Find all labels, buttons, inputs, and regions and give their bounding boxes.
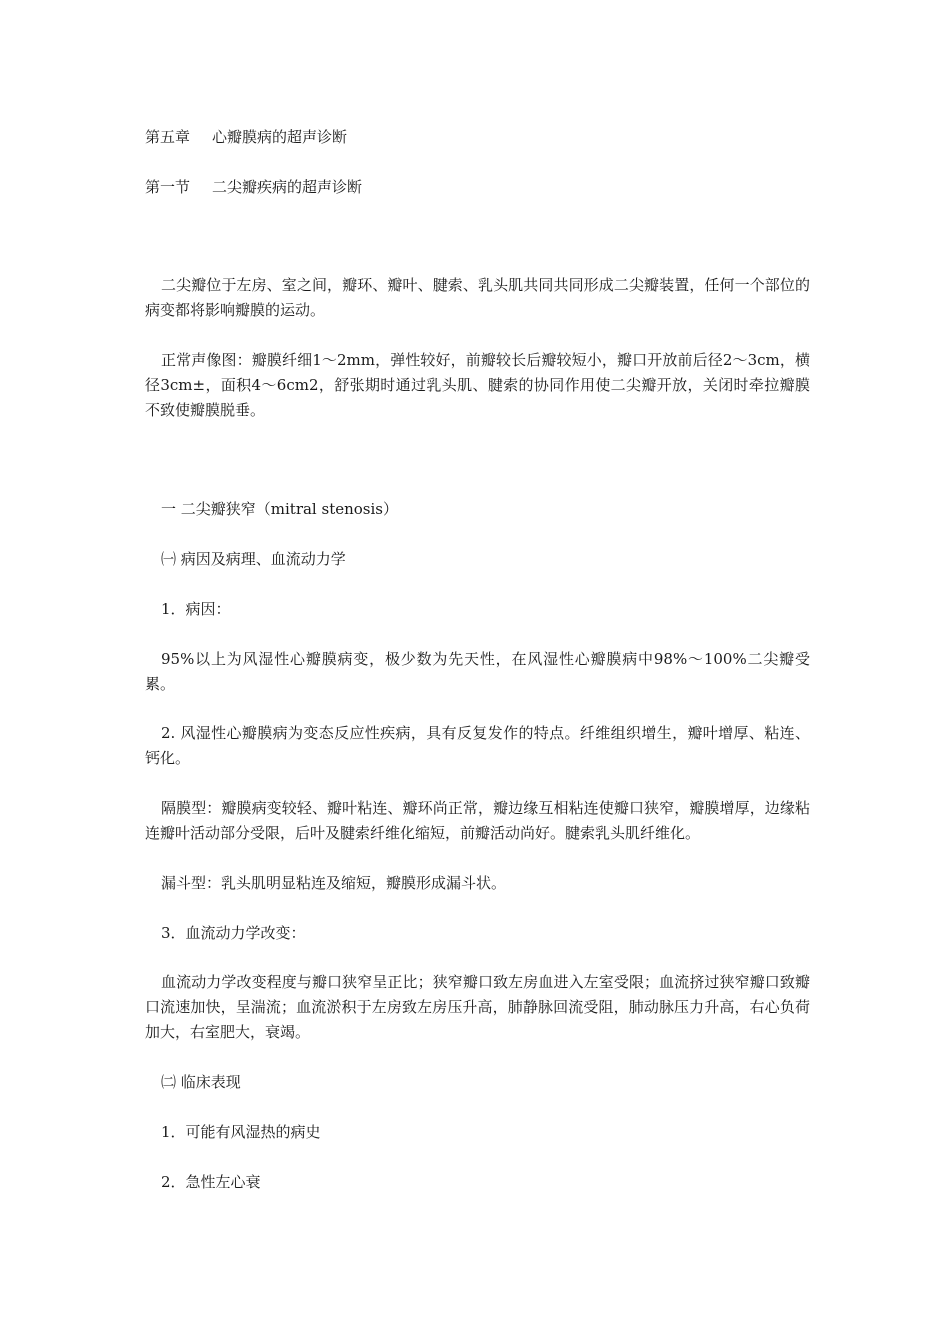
rheumatic-paragraph: 2. 风湿性心瓣膜病为变态反应性疾病，具有反复发作的特点。纤维组织增生，瓣叶增厚、粘连、钙化。	[145, 724, 810, 767]
intro-paragraph: 二尖瓣位于左房、室之间，瓣环、瓣叶、腱索、乳头肌共同共同形成二尖瓣装置，任何一个部位的病变都将影响瓣膜的运动。	[145, 276, 810, 319]
diaphragm-type-paragraph: 隔膜型：瓣膜病变较轻、瓣叶粘连、瓣环尚正常，瓣边缘互相粘连使瓣口狭窄，瓣膜增厚，边缘粘连瓣叶活动部分受限，后叶及腱索纤维化缩短，前瓣活动尚好。腱索乳头肌纤维化。	[145, 799, 810, 842]
section-title: 二尖瓣疾病的超声诊断	[212, 178, 363, 196]
etiology-paragraph: 95%以上为风湿性心瓣膜病变，极少数为先天性，在风湿性心瓣膜病中98%～100%二尖瓣受累。	[145, 650, 810, 693]
clinical-item-2: 2．急性左心衰	[161, 1173, 261, 1191]
clinical-heading: ㈡ 临床表现	[161, 1073, 241, 1091]
hemodynamics-heading: 3．血流动力学改变：	[161, 924, 306, 942]
mitral-stenosis-heading: 一 二尖瓣狭窄（mitral stenosis）	[161, 500, 398, 518]
section-number: 第一节	[145, 178, 191, 196]
hemodynamics-paragraph: 血流动力学改变程度与瓣口狭窄呈正比；狭窄瓣口致左房血进入左室受限；血流挤过狭窄瓣口致瓣口流速加快，呈湍流；血流淤积于左房致左房压升高，肺静脉回流受阻，肺动脉压力升高，右心负荷加大，右室肥大，衰竭。	[145, 973, 810, 1041]
normal-echo-paragraph: 正常声像图：瓣膜纤细1～2mm，弹性较好，前瓣较长后瓣较短小，瓣口开放前后径2～3cm，横径3cm±，面积4～6cm2，舒张期时通过乳头肌、腱索的协同作用使二尖瓣开放，关闭时牵拉瓣膜不致使瓣膜脱垂。	[145, 351, 810, 419]
clinical-item-1: 1．可能有风湿热的病史	[161, 1123, 321, 1141]
etiology-heading: 1．病因：	[161, 600, 231, 618]
funnel-type-paragraph: 漏斗型：乳头肌明显粘连及缩短，瓣膜形成漏斗状。	[161, 874, 507, 892]
section-heading	[145, 175, 810, 200]
chapter-heading	[145, 125, 810, 150]
etiology-pathology-heading: ㈠ 病因及病理、血流动力学	[161, 550, 346, 568]
chapter-number: 第五章	[145, 128, 191, 146]
chapter-title: 心瓣膜病的超声诊断	[212, 128, 348, 146]
